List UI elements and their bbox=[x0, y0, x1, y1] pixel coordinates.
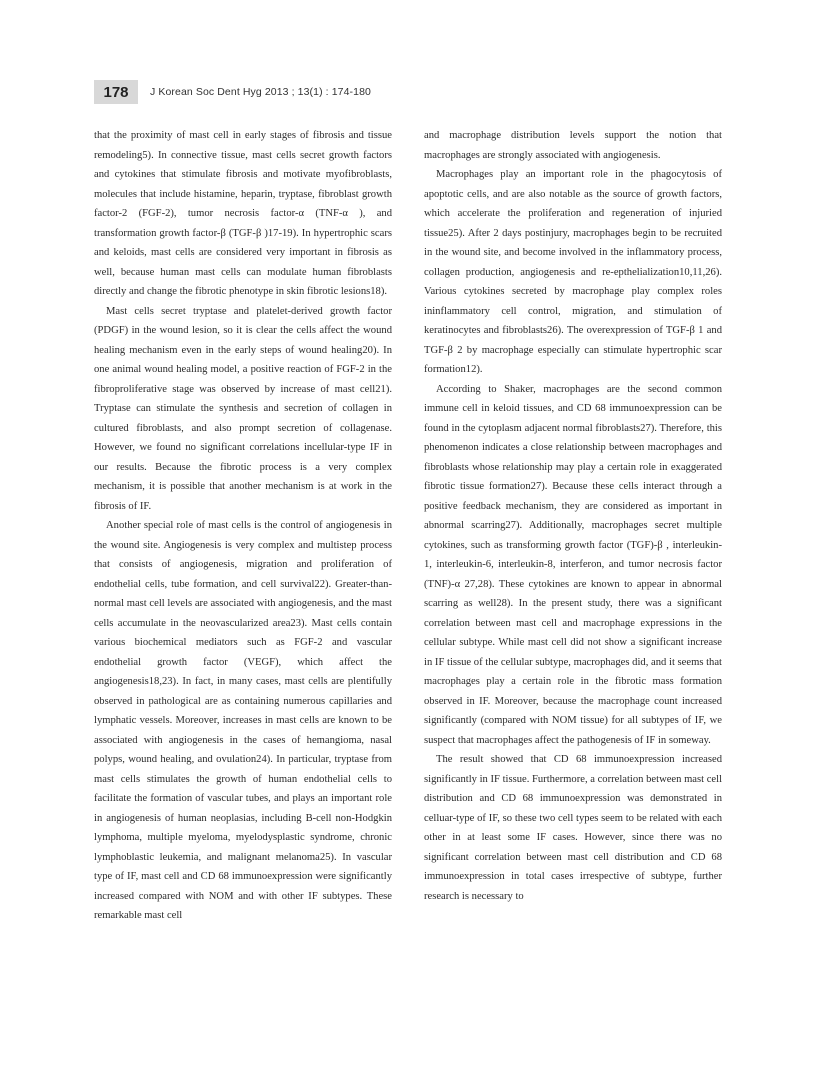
paragraph: that the proximity of mast cell in early stages of fibrosis and tissue remodeling5). In connective tissue, mast cells secret growth factors and cytokines that stimulate fibrosis and motivate myofibroblasts, molecules that include histamine, heparin, tryptase, fibroblast growth factor-2 (FGF-2), tumor necrosis factor-α (TNF-α ), and transformation growth factor-β (TGF-β )17-19). In hypertrophic scars and keloids, mast cells are considered very important in fibrosis as well, because human mast cells can modulate human fibroblasts directly and change the fibrotic phenotype in skin fibrotic lesions18). bbox=[94, 130, 392, 297]
journal-citation: J Korean Soc Dent Hyg 2013 ; 13(1) : 174-180 bbox=[150, 86, 371, 98]
paragraph: Macrophages play an important role in the phagocytosis of apoptotic cells, and are also notable as the source of growth factors, which accelerate the proliferation and regeneration of injuried tissue25). After 2 days postinjury, macrophages begin to be recruited in the wound site, and become involved in the inflammatory process, collagen production, angiogenesis and re-epthelialization10,11,26). Various cytokines secreted by macrophage play complex roles ininflammatory cell control, migration, and stimulation of keratinocytes and fibroblasts26). The overexpression of TGF-β 1 and TGF-β 2 by macrophage especially can stimulate hypertrophic scar formation12). bbox=[424, 169, 722, 375]
page-header bbox=[94, 80, 371, 104]
left-column bbox=[94, 126, 392, 926]
paragraph: The result showed that CD 68 immunoexpression increased significantly in IF tissue. Furthermore, a correlation between mast cell distribution and CD 68 immunoexpression was demonstrated in celluar-type of IF, so these two cell types seem to be related with each other in at least some IF cases. However, since there was no significant correlation between mast cell distribution and CD 68 immunoexpression in total cases irrespective of subtype, further research is necessary to bbox=[424, 754, 723, 902]
paragraph: Another special role of mast cells is the control of angiogenesis in the wound site. Angiogenesis is very complex and multistep process that consists of angiogenesis, migration and proliferation of endothelial cells, tube formation, and cell survival22). Greater-than-normal mast cell levels are associated with angiogenesis, and the mast cells accumulate in the neovascularized area23). Mast cells contain various biochemical mediators such as FGF-2 and vascular endothelial growth factor (VEGF), which affect the angiogenesis18,23). In fact, in many cases, mast cells are plentifully observed in pathological are as containing numerous capillaries and lymphatic vessels. Moreover, increases in mast cells are known to be associated with angiogenesis in the cases of hemangioma, nasal polyps, wound healing, and ovulation24). In particular, tryptase from mast cells stimulates the growth of human endothelial cells to facilitate the formation of vascular tubes, and plays an important role in angiogenesis of human neoplasias, including B-cell non-Hodgkin lymphoma, multiple myeloma, myelodysplastic syndrome, chronic lymphoblastic leukemia, and malignant melanoma25). In vascular type of IF, mast cell and CD 68 immunoexpression were significantly increased compared with NOM and with other IF subtypes. These remarkable mast cell bbox=[94, 520, 392, 921]
page-number: 178 bbox=[94, 80, 138, 104]
right-column bbox=[424, 126, 722, 906]
paragraph: and macrophage distribution levels support the notion that macrophages are strongly associated with angiogenesis. bbox=[424, 130, 722, 161]
paragraph: Mast cells secret tryptase and platelet-derived growth factor (PDGF) in the wound lesion, so it is clear the cells affect the wound healing mechanism even in the early steps of wound healing20). In one animal wound healing model, a positive reaction of FGF-2 in the fibroproliferative stage was observed by increase of mast cell21). Tryptase can stimulate the synthesis and secretion of collagen in cultured fibroblasts, and also prompt secretion of collagenase. However, we found no significant correlations incellular-type IF in our results. Because the fibrotic process is a very complex mechanism, it is possible that another mechanism is at work in the fibrosis of IF. bbox=[94, 305, 392, 512]
paragraph: According to Shaker, macrophages are the second common immune cell in keloid tissues, and CD 68 immunoexpression can be found in the cytoplasm adjacent normal fibroblasts27). Therefore, this phenomenon indicates a close relationship between macrophages and fibroblasts whose relationship may play a certain role in exaggerated fibrotic tissue formation27). Because these cells interact through a positive feedback mechanism, they are considered as important in abnormal scarring27). Additionally, macrophages secret multiple cytokines, such as transforming growth factor (TGF)-β , interleukin-1, interleukin-6, interleukin-8, interferon, and tumor necrosis factor (TNF)-α 27,28). These cytokines are known to appear in abnormal scarring as well28). In the present study, there was a significant correlation between mast cell and macrophage expressions in the cellular subtype. While mast cell did not show a significant increase in IF tissue of the cellular subtype, macrophages did, and it seems that macrophages play a certain role in the fibrotic mass formation observed in IF. Moreover, because the macrophage count increased significantly (compared with NOM tissue) for all subtypes of IF, we suspect that macrophages affect the pathogenesis of IF in someway. bbox=[424, 383, 722, 746]
